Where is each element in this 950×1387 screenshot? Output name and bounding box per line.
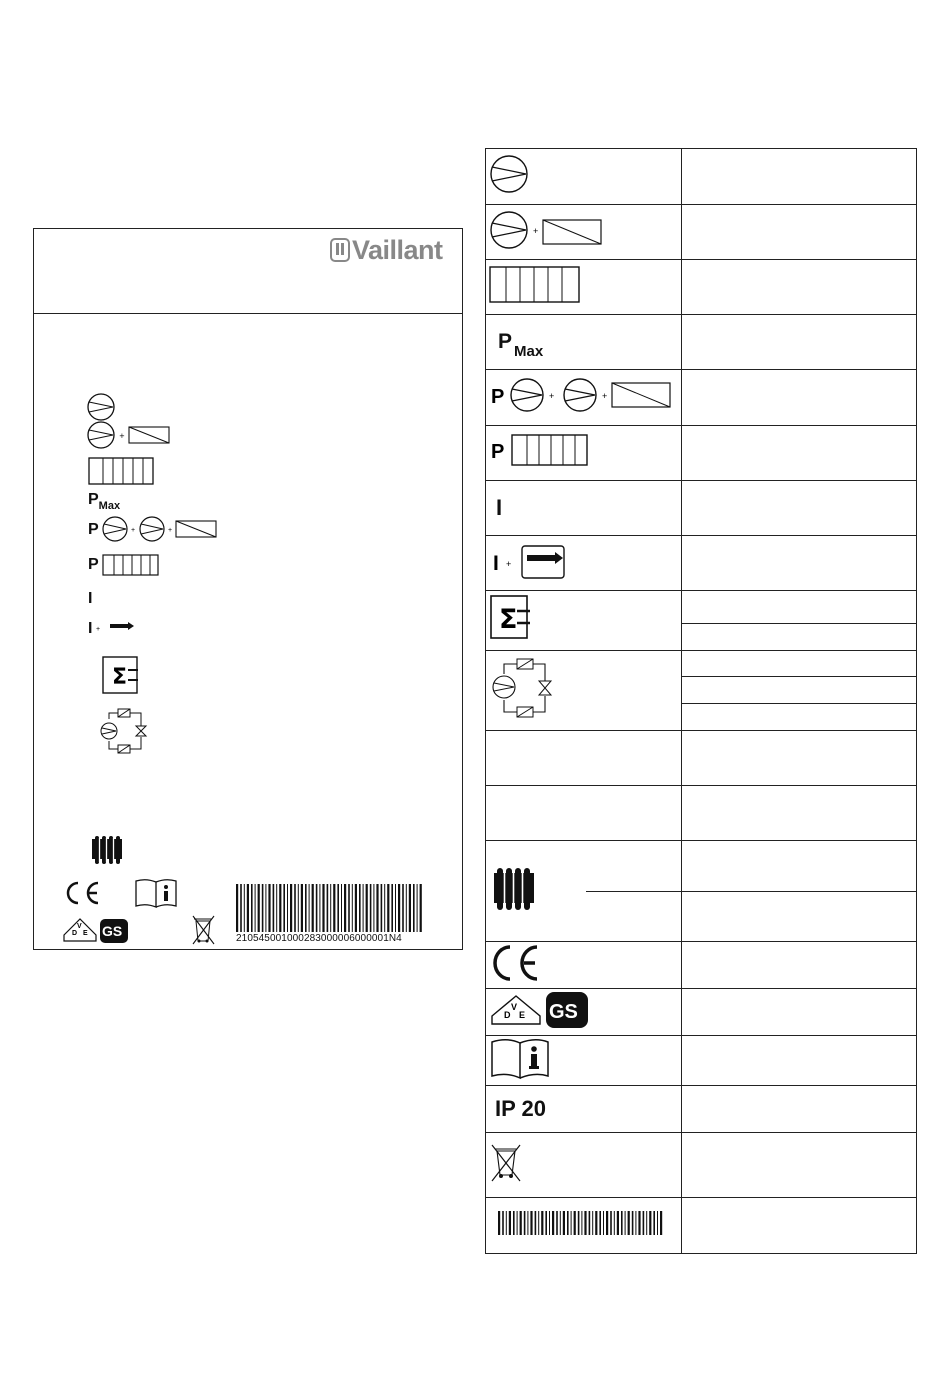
legend-row xyxy=(486,315,917,370)
barcode-bar xyxy=(545,1211,547,1235)
barcode-bar xyxy=(283,884,285,932)
barcode-bar xyxy=(327,884,329,932)
svg-text:D: D xyxy=(72,930,78,937)
svg-text:V: V xyxy=(77,923,82,930)
barcode-bar xyxy=(413,884,415,932)
legend-symbol-cell xyxy=(486,651,682,731)
pmax-label: P $_{Max}$ xyxy=(498,330,544,360)
barcode-bar xyxy=(527,1211,528,1235)
legend-symbol-cell xyxy=(486,1036,682,1086)
current-i-label-2: I xyxy=(88,620,93,637)
legend-row xyxy=(486,370,917,426)
legend-description-cell xyxy=(682,704,917,731)
legend-row xyxy=(486,149,917,205)
barcode-bar xyxy=(606,1211,608,1235)
barcode-bar xyxy=(240,884,242,932)
barcode-bar xyxy=(341,884,342,932)
legend-symbol-cell xyxy=(486,841,682,942)
barcode-bar xyxy=(287,884,288,932)
barcode-bar xyxy=(581,1211,582,1235)
barcode-bar xyxy=(398,884,400,932)
svg-text:I: I xyxy=(493,551,499,575)
legend-row xyxy=(486,1198,917,1254)
barcode-bar xyxy=(391,884,393,932)
barcode-bar xyxy=(316,884,318,932)
barcode-bar xyxy=(265,884,266,932)
barcode-bar xyxy=(560,1211,561,1235)
barcode-bar xyxy=(330,884,331,932)
barcode-bar xyxy=(589,1211,591,1235)
legend-symbol-cell xyxy=(486,1198,682,1254)
svg-text:P: P xyxy=(491,386,505,408)
legend-symbol-cell xyxy=(486,989,682,1036)
ip-rating-label: IP 20 xyxy=(495,1096,546,1121)
power-heating-rod-icon xyxy=(490,431,600,471)
barcode-number: 210545001000283000006000001N4 xyxy=(236,933,402,944)
barcode-bar xyxy=(599,1211,601,1235)
vaillant-logo: Vaillant xyxy=(330,235,443,266)
barcode-bar xyxy=(635,1211,636,1235)
barcode-bar xyxy=(417,884,418,932)
barcode-bar xyxy=(273,884,275,932)
legend-description-cell xyxy=(682,260,917,315)
legend-description-cell xyxy=(682,989,917,1036)
barcode-bar xyxy=(592,1211,593,1235)
barcode-bar xyxy=(244,884,245,932)
barcode-bar xyxy=(355,884,357,932)
svg-text:+: + xyxy=(506,558,512,569)
barcode-bar xyxy=(279,884,281,932)
weee-bin-icon xyxy=(491,1143,527,1183)
plate-divider xyxy=(34,313,462,314)
barcode-bar xyxy=(381,884,383,932)
legend-description-cell xyxy=(682,942,917,989)
legend-row xyxy=(486,731,917,786)
barcode-bar xyxy=(617,1211,619,1235)
barcode-bar xyxy=(628,1211,630,1235)
barcode-bar xyxy=(258,884,260,932)
read-manual-icon xyxy=(134,878,180,910)
svg-text:+: + xyxy=(549,391,555,401)
barcode-bar xyxy=(359,884,361,932)
legend-description-cell xyxy=(682,892,917,942)
legend-description-cell xyxy=(682,536,917,591)
refrigerant-circuit-icon xyxy=(490,656,560,720)
legend-row xyxy=(486,786,917,841)
barcode-bar xyxy=(290,884,292,932)
barcode-bar xyxy=(384,884,385,932)
legend-row xyxy=(486,591,917,624)
svg-text:E: E xyxy=(83,930,88,937)
legend-description-cell xyxy=(682,1133,917,1198)
legend-description-cell xyxy=(682,426,917,481)
barcode-bar xyxy=(255,884,256,932)
radiator-icon xyxy=(92,835,124,865)
power-pump-pump-heater-icon xyxy=(102,515,222,545)
barcode-bar xyxy=(502,1211,504,1235)
heating-rod-icon xyxy=(489,265,585,305)
legend-description-cell xyxy=(682,1036,917,1086)
legend-row xyxy=(486,1036,917,1086)
weee-bin-icon xyxy=(192,915,216,947)
barcode-bar xyxy=(301,884,303,932)
barcode-bar xyxy=(370,884,372,932)
barcode-bar xyxy=(498,1211,500,1235)
barcode-bar xyxy=(298,884,299,932)
legend-description-cell xyxy=(682,1086,917,1133)
barcode-bar xyxy=(344,884,346,932)
legend-symbol-cell xyxy=(486,536,682,591)
svg-text:GS: GS xyxy=(102,923,123,939)
legend-symbol-cell xyxy=(486,149,682,205)
barcode-bar xyxy=(420,884,422,932)
barcode-bar xyxy=(333,884,335,932)
barcode-bar xyxy=(657,1211,658,1235)
barcode-bar xyxy=(395,884,396,932)
legend-row xyxy=(486,481,917,536)
barcode-bar xyxy=(541,1211,543,1235)
legend-description-cell xyxy=(682,591,917,624)
current-i-label: I xyxy=(88,590,93,607)
pump-plus-heater-icon xyxy=(489,208,609,252)
barcode-bar xyxy=(563,1211,565,1235)
plate-barcode xyxy=(236,884,424,932)
legend-description-cell xyxy=(682,841,917,892)
barcode-bar xyxy=(530,1211,532,1235)
barcode-bar xyxy=(309,884,310,932)
legend-symbol-cell xyxy=(486,1133,682,1198)
svg-text:+: + xyxy=(131,527,136,534)
legend-description-cell xyxy=(682,786,917,841)
svg-text:Σ: Σ xyxy=(499,604,518,635)
barcode-bar xyxy=(595,1211,597,1235)
barcode-bar xyxy=(552,1211,554,1235)
legend-description-cell xyxy=(682,651,917,677)
legend-symbol-cell xyxy=(486,481,682,536)
barcode-bar xyxy=(571,1211,572,1235)
barcode-bar xyxy=(578,1211,580,1235)
barcode-bar xyxy=(402,884,404,932)
barcode-bar xyxy=(653,1211,655,1235)
legend-row xyxy=(486,1133,917,1198)
svg-text:+: + xyxy=(533,225,539,236)
refrigerant-circuit-icon xyxy=(99,709,149,755)
legend-row xyxy=(486,942,917,989)
barcode-bar xyxy=(614,1211,615,1235)
barcode-bar xyxy=(506,1211,507,1235)
barcode-bar xyxy=(520,1211,522,1235)
svg-text:Σ: Σ xyxy=(112,665,128,690)
power-p-label-2: P xyxy=(88,556,99,573)
barcode-bar xyxy=(387,884,389,932)
power-heating-rod-icon xyxy=(102,554,162,578)
legend-row xyxy=(486,205,917,260)
power-pump-pump-heater-icon xyxy=(490,373,680,417)
legend-row xyxy=(486,1086,917,1133)
ce-mark-icon xyxy=(490,943,550,983)
barcode-bar xyxy=(236,884,238,932)
barcode-bar xyxy=(247,884,249,932)
barcode-bar xyxy=(538,1211,539,1235)
legend-row xyxy=(486,989,917,1036)
svg-text:E: E xyxy=(519,1009,526,1020)
barcode-icon xyxy=(498,1211,668,1235)
legend-description-cell xyxy=(682,731,917,786)
barcode-bar xyxy=(322,884,324,932)
barcode-bar xyxy=(406,884,407,932)
legend-symbol-cell xyxy=(486,315,682,370)
barcode-bar xyxy=(409,884,411,932)
current-i-label: I xyxy=(496,495,503,520)
vde-gs-icon xyxy=(490,990,600,1030)
barcode-bar xyxy=(646,1211,647,1235)
barcode-bar xyxy=(574,1211,576,1235)
legend-description-cell xyxy=(682,149,917,205)
legend-description-cell xyxy=(682,370,917,426)
radiator-split-line xyxy=(586,891,682,892)
legend-symbol-cell xyxy=(486,426,682,481)
svg-text:+: + xyxy=(602,391,608,401)
barcode-bar xyxy=(337,884,339,932)
legend-description-cell xyxy=(682,205,917,260)
energy-meter-icon xyxy=(490,594,534,642)
barcode-bar xyxy=(535,1211,537,1235)
barcode-bar xyxy=(305,884,307,932)
barcode-bar xyxy=(294,884,296,932)
barcode-bar xyxy=(509,1211,511,1235)
radiator-icon xyxy=(494,867,544,911)
vde-gs-icon xyxy=(62,913,132,945)
legend-description-cell xyxy=(682,677,917,704)
barcode-bar xyxy=(610,1211,612,1235)
legend-symbol-cell xyxy=(486,370,682,426)
barcode-bar xyxy=(276,884,277,932)
legend-row xyxy=(486,260,917,315)
barcode-bar xyxy=(363,884,364,932)
power-p-label: P xyxy=(88,521,99,538)
barcode-bar xyxy=(660,1211,662,1235)
legend-row xyxy=(486,426,917,481)
barcode-bar xyxy=(513,1211,515,1235)
legend-row xyxy=(486,536,917,591)
barcode-bar xyxy=(584,1211,586,1235)
barcode-bar xyxy=(268,884,270,932)
vaillant-hare-icon xyxy=(330,238,350,262)
svg-text:+: + xyxy=(168,527,173,534)
barcode-bar xyxy=(643,1211,645,1235)
barcode-bar xyxy=(376,884,378,932)
barcode-bar xyxy=(262,884,264,932)
barcode-bar xyxy=(251,884,253,932)
svg-text:+: + xyxy=(119,432,125,440)
barcode-bar xyxy=(319,884,320,932)
svg-text:+: + xyxy=(96,626,101,633)
svg-text:P: P xyxy=(491,440,505,463)
barcode-bar xyxy=(366,884,368,932)
svg-text:D: D xyxy=(504,1009,511,1020)
barcode-bar xyxy=(524,1211,526,1235)
legend-symbol-cell xyxy=(486,260,682,315)
barcode-bar xyxy=(603,1211,604,1235)
pump-icon xyxy=(87,393,117,423)
barcode-bar xyxy=(312,884,314,932)
legend-description-cell xyxy=(682,1198,917,1254)
barcode-bar xyxy=(649,1211,651,1235)
barcode-bar xyxy=(625,1211,626,1235)
barcode-bar xyxy=(352,884,353,932)
barcode-bar xyxy=(621,1211,623,1235)
legend-description-cell xyxy=(682,315,917,370)
legend-symbol-cell xyxy=(486,1086,682,1133)
legend-row xyxy=(486,841,917,892)
read-manual-icon xyxy=(490,1036,560,1080)
current-plus-heater-icon xyxy=(94,619,144,635)
legend-row xyxy=(486,651,917,677)
legend-description-cell xyxy=(682,624,917,651)
symbol-legend-table xyxy=(485,148,917,1254)
legend-symbol-cell xyxy=(486,591,682,651)
svg-text:V: V xyxy=(511,1001,518,1012)
barcode-bar xyxy=(517,1211,518,1235)
heating-rod-icon xyxy=(88,457,158,487)
data-plate xyxy=(33,228,463,950)
legend-symbol-cell xyxy=(486,731,682,786)
svg-text:GS: GS xyxy=(549,1000,578,1023)
legend-symbol-cell xyxy=(486,942,682,989)
pump-icon xyxy=(489,154,529,194)
pmax-label: $P_{Max}$ xyxy=(88,491,121,512)
legend-symbol-cell xyxy=(486,205,682,260)
current-plus-heater-icon xyxy=(492,541,582,581)
barcode-bar xyxy=(556,1211,558,1235)
barcode-bar xyxy=(632,1211,634,1235)
barcode-bar xyxy=(549,1211,550,1235)
energy-meter-icon xyxy=(102,656,142,694)
pump-plus-heater-icon xyxy=(87,421,227,451)
legend-description-cell xyxy=(682,481,917,536)
barcode-bar xyxy=(567,1211,569,1235)
barcode-bar xyxy=(638,1211,640,1235)
ce-mark-icon xyxy=(64,880,104,906)
barcode-bar xyxy=(373,884,374,932)
legend-symbol-cell xyxy=(486,786,682,841)
barcode-bar xyxy=(348,884,350,932)
